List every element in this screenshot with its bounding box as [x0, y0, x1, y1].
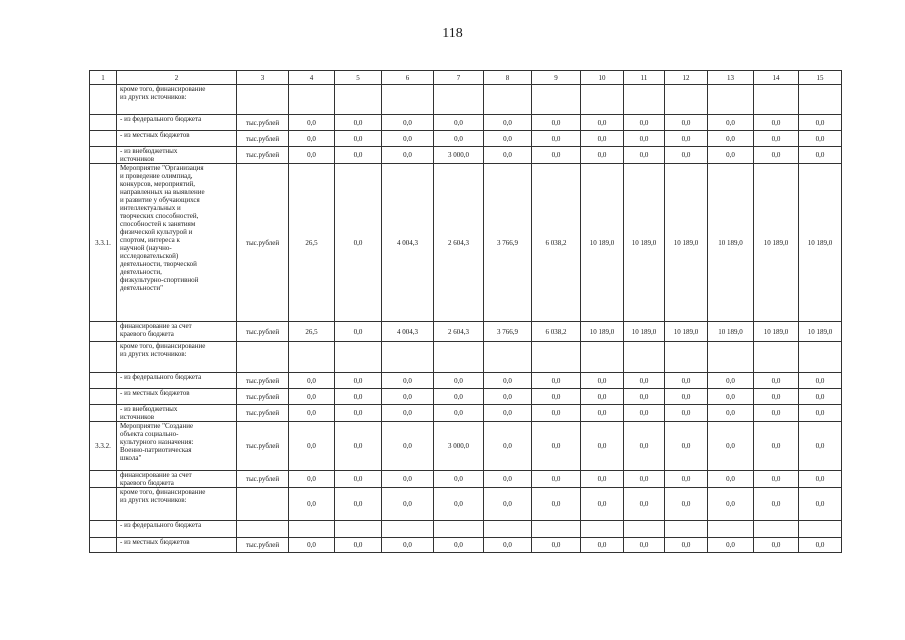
value-cell — [434, 521, 484, 538]
value-cell: 0,0 — [434, 131, 484, 147]
value-cell — [335, 342, 382, 373]
value-cell: 0,0 — [335, 389, 382, 405]
value-cell: 0,0 — [484, 488, 532, 521]
value-cell: 0,0 — [754, 488, 799, 521]
row-code — [90, 131, 117, 147]
row-code — [90, 322, 117, 342]
row-unit: тыс.рублей — [237, 164, 289, 322]
value-cell: 0,0 — [382, 131, 434, 147]
value-cell: 0,0 — [434, 115, 484, 131]
value-cell: 0,0 — [484, 471, 532, 488]
value-cell: 0,0 — [581, 471, 624, 488]
value-cell: 0,0 — [624, 488, 665, 521]
value-cell: 0,0 — [624, 147, 665, 164]
value-cell: 0,0 — [382, 405, 434, 422]
value-cell: 0,0 — [581, 373, 624, 389]
value-cell: 0,0 — [484, 538, 532, 553]
table-row — [90, 342, 842, 373]
value-cell: 0,0 — [532, 538, 581, 553]
value-cell — [754, 85, 799, 115]
value-cell — [532, 342, 581, 373]
row-code — [90, 147, 117, 164]
row-unit: тыс.рублей — [237, 422, 289, 471]
value-cell: 0,0 — [708, 131, 754, 147]
value-cell: 0,0 — [532, 422, 581, 471]
row-code — [90, 488, 117, 521]
row-description: - из федерального бюджета — [117, 521, 237, 538]
value-cell: 0,0 — [624, 405, 665, 422]
value-cell: 0,0 — [532, 488, 581, 521]
value-cell: 0,0 — [624, 373, 665, 389]
row-unit — [237, 85, 289, 115]
column-header: 10 — [581, 71, 624, 85]
value-cell: 0,0 — [289, 405, 335, 422]
value-cell: 0,0 — [382, 471, 434, 488]
value-cell: 4 004,3 — [382, 322, 434, 342]
value-cell: 0,0 — [624, 131, 665, 147]
value-cell: 0,0 — [754, 131, 799, 147]
row-unit: тыс.рублей — [237, 471, 289, 488]
row-description: финансирование за счет краевого бюджета — [117, 471, 237, 488]
table-row — [90, 85, 842, 115]
row-unit — [237, 521, 289, 538]
column-header: 7 — [434, 71, 484, 85]
row-unit: тыс.рублей — [237, 538, 289, 553]
value-cell: 0,0 — [665, 131, 708, 147]
value-cell — [799, 342, 842, 373]
row-code — [90, 405, 117, 422]
value-cell: 0,0 — [532, 405, 581, 422]
value-cell — [289, 85, 335, 115]
value-cell: 0,0 — [484, 405, 532, 422]
column-header: 8 — [484, 71, 532, 85]
value-cell: 0,0 — [754, 373, 799, 389]
value-cell: 0,0 — [581, 131, 624, 147]
row-code — [90, 538, 117, 553]
value-cell: 0,0 — [532, 389, 581, 405]
value-cell: 0,0 — [434, 488, 484, 521]
value-cell: 2 604,3 — [434, 322, 484, 342]
value-cell: 0,0 — [484, 147, 532, 164]
value-cell: 0,0 — [289, 471, 335, 488]
row-code — [90, 115, 117, 131]
value-cell — [382, 342, 434, 373]
value-cell: 0,0 — [335, 488, 382, 521]
row-code — [90, 471, 117, 488]
table-row — [90, 405, 842, 422]
row-unit — [237, 488, 289, 521]
value-cell: 10 189,0 — [665, 322, 708, 342]
row-code — [90, 342, 117, 373]
value-cell: 0,0 — [382, 389, 434, 405]
row-description: - из федерального бюджета — [117, 373, 237, 389]
value-cell: 0,0 — [335, 471, 382, 488]
column-header: 13 — [708, 71, 754, 85]
table-row — [90, 538, 842, 553]
value-cell — [665, 342, 708, 373]
value-cell: 10 189,0 — [754, 322, 799, 342]
value-cell: 0,0 — [665, 115, 708, 131]
value-cell: 0,0 — [289, 131, 335, 147]
value-cell — [581, 85, 624, 115]
value-cell: 0,0 — [754, 538, 799, 553]
value-cell: 3 000,0 — [434, 147, 484, 164]
value-cell: 0,0 — [434, 405, 484, 422]
value-cell: 0,0 — [754, 389, 799, 405]
value-cell: 0,0 — [581, 538, 624, 553]
row-unit: тыс.рублей — [237, 405, 289, 422]
value-cell: 0,0 — [799, 131, 842, 147]
value-cell: 0,0 — [581, 405, 624, 422]
value-cell: 0,0 — [335, 131, 382, 147]
value-cell — [434, 85, 484, 115]
table-row — [90, 471, 842, 488]
value-cell: 0,0 — [708, 389, 754, 405]
value-cell: 0,0 — [581, 115, 624, 131]
table-row — [90, 131, 842, 147]
value-cell — [484, 85, 532, 115]
value-cell: 0,0 — [665, 538, 708, 553]
value-cell: 0,0 — [799, 471, 842, 488]
row-description: кроме того, финансирование из других источников: — [117, 85, 237, 115]
value-cell — [289, 342, 335, 373]
row-description: кроме того, финансирование из других источников: — [117, 342, 237, 373]
value-cell: 0,0 — [799, 115, 842, 131]
value-cell: 0,0 — [434, 538, 484, 553]
value-cell — [335, 521, 382, 538]
value-cell: 0,0 — [434, 471, 484, 488]
value-cell: 3 766,9 — [484, 322, 532, 342]
value-cell: 0,0 — [665, 422, 708, 471]
row-unit: тыс.рублей — [237, 115, 289, 131]
value-cell: 10 189,0 — [624, 322, 665, 342]
row-description: - из местных бюджетов — [117, 389, 237, 405]
row-code: 3.3.2. — [90, 422, 117, 471]
value-cell: 0,0 — [799, 488, 842, 521]
value-cell: 0,0 — [289, 147, 335, 164]
value-cell — [665, 521, 708, 538]
value-cell: 0,0 — [532, 373, 581, 389]
value-cell: 0,0 — [382, 115, 434, 131]
value-cell: 10 189,0 — [581, 322, 624, 342]
row-description: Мероприятие "Создание объекта социально- культурного назначения: Военно-патриотическая школа" — [117, 422, 237, 471]
column-header: 5 — [335, 71, 382, 85]
row-code — [90, 521, 117, 538]
value-cell: 10 189,0 — [581, 164, 624, 322]
value-cell: 0,0 — [289, 422, 335, 471]
value-cell: 10 189,0 — [708, 164, 754, 322]
value-cell — [624, 521, 665, 538]
value-cell: 0,0 — [708, 115, 754, 131]
value-cell: 0,0 — [708, 147, 754, 164]
value-cell: 0,0 — [581, 389, 624, 405]
value-cell: 0,0 — [532, 131, 581, 147]
value-cell: 0,0 — [382, 538, 434, 553]
column-header: 11 — [624, 71, 665, 85]
value-cell: 0,0 — [335, 164, 382, 322]
value-cell — [484, 521, 532, 538]
row-description: - из местных бюджетов — [117, 538, 237, 553]
value-cell: 0,0 — [581, 422, 624, 471]
column-header: 3 — [237, 71, 289, 85]
value-cell — [382, 85, 434, 115]
row-description: - из внебюджетных источников — [117, 147, 237, 164]
value-cell: 0,0 — [754, 147, 799, 164]
value-cell: 0,0 — [624, 538, 665, 553]
value-cell — [665, 85, 708, 115]
value-cell: 0,0 — [532, 115, 581, 131]
row-description: финансирование за счет краевого бюджета — [117, 322, 237, 342]
value-cell: 0,0 — [382, 488, 434, 521]
table-row — [90, 488, 842, 521]
value-cell: 0,0 — [624, 422, 665, 471]
table-row — [90, 322, 842, 342]
value-cell — [754, 342, 799, 373]
value-cell: 10 189,0 — [624, 164, 665, 322]
row-code — [90, 373, 117, 389]
table-row — [90, 147, 842, 164]
value-cell: 0,0 — [484, 115, 532, 131]
table-header-row — [90, 71, 842, 85]
value-cell — [708, 521, 754, 538]
value-cell: 0,0 — [799, 389, 842, 405]
value-cell: 0,0 — [624, 471, 665, 488]
row-description: - из федерального бюджета — [117, 115, 237, 131]
column-header: 15 — [799, 71, 842, 85]
column-header: 14 — [754, 71, 799, 85]
value-cell: 0,0 — [665, 488, 708, 521]
value-cell: 10 189,0 — [708, 322, 754, 342]
row-code — [90, 389, 117, 405]
value-cell: 0,0 — [665, 373, 708, 389]
value-cell: 0,0 — [754, 405, 799, 422]
table-row — [90, 115, 842, 131]
row-unit: тыс.рублей — [237, 322, 289, 342]
value-cell — [335, 85, 382, 115]
value-cell: 0,0 — [484, 389, 532, 405]
value-cell: 0,0 — [665, 471, 708, 488]
value-cell: 0,0 — [484, 131, 532, 147]
value-cell: 0,0 — [708, 488, 754, 521]
value-cell: 0,0 — [754, 471, 799, 488]
value-cell: 0,0 — [708, 373, 754, 389]
value-cell: 2 604,3 — [434, 164, 484, 322]
value-cell: 10 189,0 — [799, 164, 842, 322]
budget-table — [89, 70, 842, 553]
column-header: 4 — [289, 71, 335, 85]
value-cell: 0,0 — [382, 147, 434, 164]
value-cell: 0,0 — [624, 115, 665, 131]
value-cell: 0,0 — [382, 422, 434, 471]
column-header: 1 — [90, 71, 117, 85]
value-cell: 0,0 — [624, 389, 665, 405]
value-cell: 0,0 — [532, 471, 581, 488]
row-unit: тыс.рублей — [237, 131, 289, 147]
value-cell: 0,0 — [434, 389, 484, 405]
row-description: кроме того, финансирование из других источников: — [117, 488, 237, 521]
column-header: 9 — [532, 71, 581, 85]
value-cell: 10 189,0 — [754, 164, 799, 322]
value-cell: 10 189,0 — [665, 164, 708, 322]
value-cell: 6 038,2 — [532, 322, 581, 342]
value-cell: 0,0 — [484, 422, 532, 471]
table-row — [90, 373, 842, 389]
value-cell — [434, 342, 484, 373]
row-code: 3.3.1. — [90, 164, 117, 322]
value-cell: 0,0 — [799, 373, 842, 389]
value-cell: 0,0 — [289, 538, 335, 553]
value-cell: 0,0 — [532, 147, 581, 164]
value-cell: 0,0 — [581, 488, 624, 521]
value-cell: 0,0 — [708, 471, 754, 488]
value-cell — [708, 342, 754, 373]
column-header: 6 — [382, 71, 434, 85]
value-cell: 0,0 — [335, 422, 382, 471]
value-cell: 0,0 — [799, 405, 842, 422]
row-unit — [237, 342, 289, 373]
value-cell: 3 000,0 — [434, 422, 484, 471]
value-cell — [532, 85, 581, 115]
value-cell: 0,0 — [335, 322, 382, 342]
value-cell — [799, 521, 842, 538]
value-cell: 0,0 — [335, 405, 382, 422]
value-cell: 0,0 — [754, 115, 799, 131]
value-cell: 26,5 — [289, 322, 335, 342]
value-cell: 0,0 — [799, 422, 842, 471]
value-cell — [382, 521, 434, 538]
row-unit: тыс.рублей — [237, 147, 289, 164]
value-cell: 0,0 — [382, 373, 434, 389]
row-description: - из внебюджетных источников — [117, 405, 237, 422]
value-cell — [532, 521, 581, 538]
value-cell: 0,0 — [708, 538, 754, 553]
value-cell: 0,0 — [665, 405, 708, 422]
value-cell: 10 189,0 — [799, 322, 842, 342]
value-cell — [624, 342, 665, 373]
value-cell: 0,0 — [799, 538, 842, 553]
row-description: - из местных бюджетов — [117, 131, 237, 147]
value-cell: 0,0 — [335, 538, 382, 553]
value-cell: 0,0 — [665, 147, 708, 164]
column-header: 12 — [665, 71, 708, 85]
value-cell: 0,0 — [335, 147, 382, 164]
value-cell: 6 038,2 — [532, 164, 581, 322]
table-row — [90, 422, 842, 471]
value-cell: 0,0 — [289, 115, 335, 131]
value-cell: 0,0 — [708, 405, 754, 422]
page-number: 118 — [442, 26, 463, 41]
row-description: Мероприятие "Организация и проведение олимпиад, конкурсов, мероприятий, направленных на выявление и развитие у обучающихся интеллектуальных и творческих способностей, способностей к занятиям физической культурой и спортом, интереса к научной (научно- исследовательской) деятельности, творческой деятельности, физкультурно-спортивной деятельности" — [117, 164, 237, 322]
value-cell: 0,0 — [335, 115, 382, 131]
value-cell: 0,0 — [289, 488, 335, 521]
value-cell: 0,0 — [434, 373, 484, 389]
value-cell: 0,0 — [335, 373, 382, 389]
row-unit: тыс.рублей — [237, 389, 289, 405]
value-cell: 0,0 — [581, 147, 624, 164]
value-cell: 0,0 — [708, 422, 754, 471]
value-cell — [799, 85, 842, 115]
value-cell — [708, 85, 754, 115]
table-row — [90, 164, 842, 322]
column-header: 2 — [117, 71, 237, 85]
value-cell: 0,0 — [289, 373, 335, 389]
value-cell — [754, 521, 799, 538]
value-cell: 0,0 — [289, 389, 335, 405]
value-cell: 0,0 — [665, 389, 708, 405]
value-cell — [484, 342, 532, 373]
value-cell — [289, 521, 335, 538]
row-code — [90, 85, 117, 115]
row-unit: тыс.рублей — [237, 373, 289, 389]
value-cell: 26,5 — [289, 164, 335, 322]
table-row — [90, 521, 842, 538]
value-cell — [581, 521, 624, 538]
value-cell: 0,0 — [754, 422, 799, 471]
value-cell: 0,0 — [799, 147, 842, 164]
value-cell: 4 004,3 — [382, 164, 434, 322]
value-cell — [624, 85, 665, 115]
value-cell: 3 766,9 — [484, 164, 532, 322]
value-cell: 0,0 — [484, 373, 532, 389]
value-cell — [581, 342, 624, 373]
table-row — [90, 389, 842, 405]
